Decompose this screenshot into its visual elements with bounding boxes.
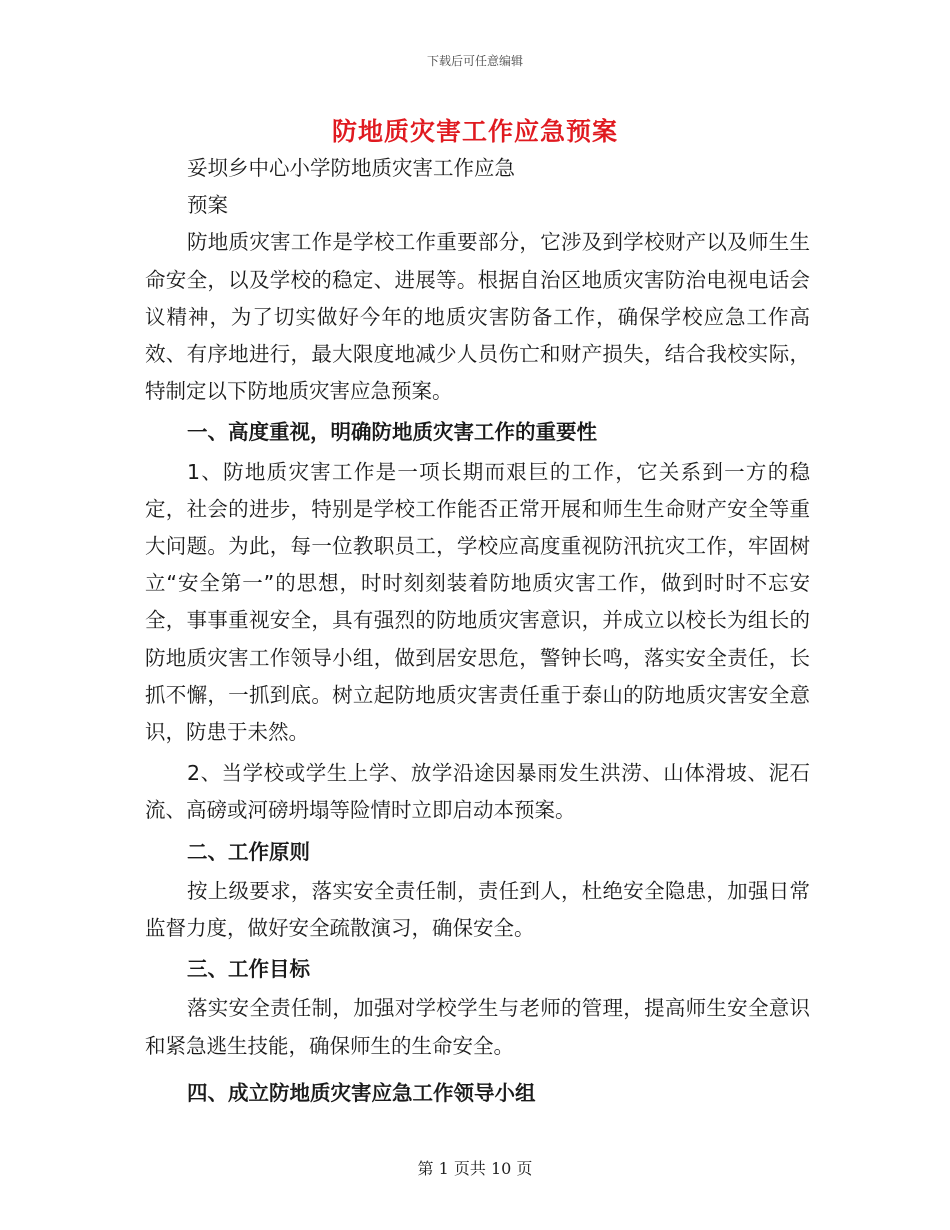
paragraph-plan-label: 预案 bbox=[187, 193, 228, 218]
header-note: 下载后可任意编辑 bbox=[426, 54, 523, 68]
document-title: 防地质灾害工作应急预案 bbox=[331, 117, 618, 146]
section-heading-3: 三、工作目标 bbox=[187, 957, 310, 982]
paragraph-school-name: 妥坝乡中心小学防地质灾害工作应急 bbox=[187, 156, 515, 180]
page-footer: 第 1 页共 10 页 bbox=[417, 1159, 533, 1178]
document-body bbox=[145, 150, 810, 1114]
paragraph-goals: 落实安全责任制，加强对学校学生与老师的管理，提高师生安全意识和紧急逃生技能，确保师生的生命安全。 bbox=[145, 996, 810, 1058]
section-heading-2: 二、工作原则 bbox=[187, 839, 310, 864]
section-heading-4: 四、成立防地质灾害应急工作领导小组 bbox=[187, 1080, 536, 1105]
paragraph-item-1: 1、防地质灾害工作是一项长期而艰巨的工作，它关系到一方的稳定，社会的进步，特别是学校工作能否正常开展和师生生命财产安全等重大问题。为此，每一位教职员工，学校应高度重视防汛抗灾工作，牢固树立“安全第一”的思想，时时刻刻装着防地质灾害工作，做到时时不忘安全，事事重视安全，具有强烈的防地质灾害意识，并成立以校长为组长的防地质灾害工作领导小组，做到居安思危，警钟长鸣，落实安全责任，长抓不懈，一抓到底。树立起防地质灾害责任重于泰山的防地质灾害安全意识，防患于未然。 bbox=[145, 459, 810, 745]
section-heading-1: 一、高度重视，明确防地质灾害工作的重要性 bbox=[187, 420, 597, 445]
paragraph-intro: 防地质灾害工作是学校工作重要部分，它涉及到学校财产以及师生生命安全，以及学校的稳定、进展等。根据自治区地质灾害防治电视电话会议精神，为了切实做好今年的地质灾害防备工作，确保学校应急工作高效、有序地进行，最大限度地减少人员伤亡和财产损失，结合我校实际，特制定以下防地质灾害应急预案。 bbox=[145, 230, 810, 404]
paragraph-principles: 按上级要求，落实安全责任制，责任到人，杜绝安全隐患，加强日常监督力度，做好安全疏散演习，确保安全。 bbox=[145, 878, 810, 941]
paragraph-item-2: 2、当学校或学生上学、放学沿途因暴雨发生洪涝、山体滑坡、泥石流、高磅或河磅坍塌等险情时立即启动本预案。 bbox=[145, 761, 810, 823]
